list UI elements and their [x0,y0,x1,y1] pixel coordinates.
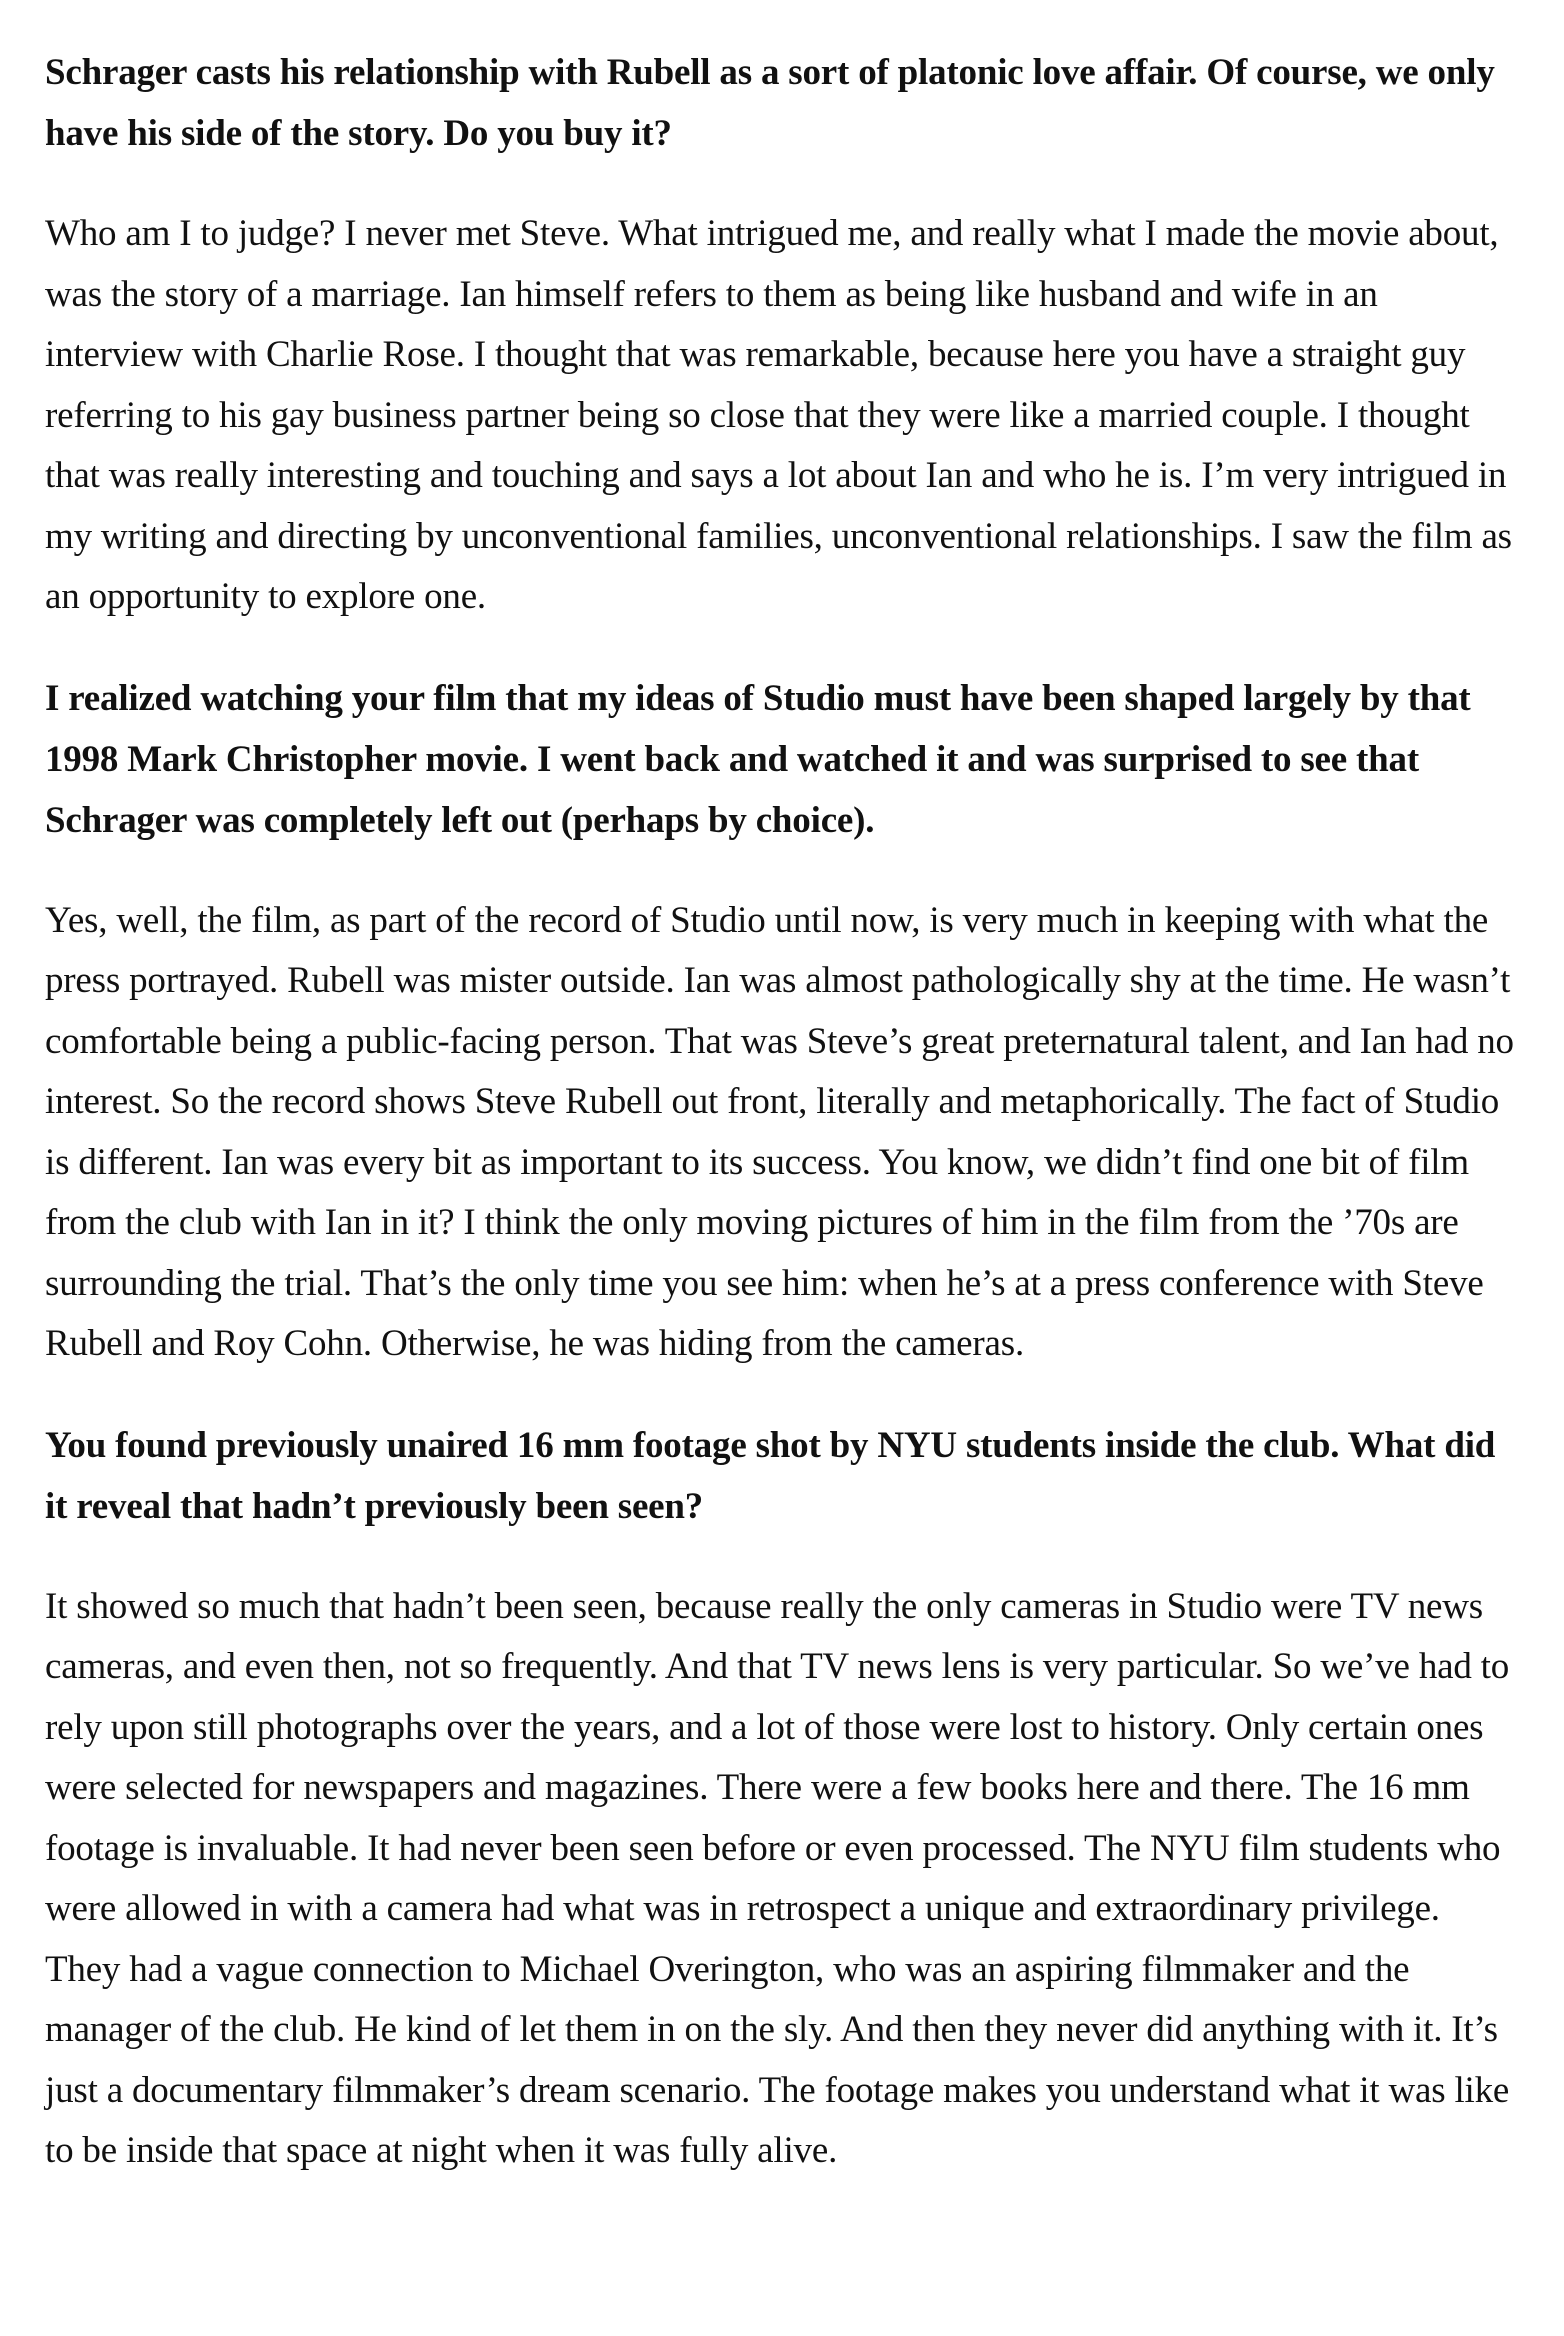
interview-answer: Who am I to judge? I never met Steve. What intrigued me, and really what I made the movie about, was the story of a marriage. Ian himself refers to them as being like husband and wife in an interview with Charlie Rose. I thought that was remarkable, because here you have a straight guy referring to his gay business partner being so close that they were like a married couple. I thought that was really interesting and touching and says a lot about Ian and who he is. I’m very intrigued in my writing and directing by unconventional families, unconventional relationships. I saw the film as an opportunity to explore one. [45,213,1512,617]
interview-answer: Yes, well, the film, as part of the record of Studio until now, is very much in keeping with what the press portrayed. Rubell was mister outside. Ian was almost pathologically shy at the time. He wasn’t comfortable being a public-facing person. That was Steve’s great preternatural talent, and Ian had no interest. So the record shows Steve Rubell out front, literally and metaphorically. The fact of Studio is different. Ian was every bit as important to its success. You know, we didn’t find one bit of film from the club with Ian in it? I think the only moving pictures of him in the film from the ’70s are surrounding the trial. That’s the only time you see him: when he’s at a press conference with Steve Rubell and Roy Cohn. Otherwise, he was hiding from the cameras. [45,899,1514,1364]
article-body [45,42,1515,2222]
interview-question: You found previously unaired 16 mm footage shot by NYU students inside the club. What did it reveal that hadn’t previously been seen? [45,1424,1496,1527]
interview-question: I realized watching your film that my ideas of Studio must have been shaped largely by that 1998 Mark Christopher movie. I went back and watched it and was surprised to see that Schrager was completely left out (perhaps by choice). [45,677,1471,841]
interview-question: Schrager casts his relationship with Rubell as a sort of platonic love affair. Of course, we only have his side of the story. Do you buy it? [45,52,1495,154]
interview-answer: It showed so much that hadn’t been seen, because really the only cameras in Studio were TV news cameras, and even then, not so frequently. And that TV news lens is very particular. So we’ve had to rely upon still photographs over the years, and a lot of those were lost to history. Only certain ones were selected for newspapers and magazines. There were a few books here and there. The 16 mm footage is invaluable. It had never been seen before or even processed. The NYU film students who were allowed in with a camera had what was in retrospect a unique and extraordinary privilege. They had a vague connection to Michael Overington, who was an aspiring filmmaker and the manager of the club. He kind of let them in on the sly. And then they never did anything with it. It’s just a documentary filmmaker’s dream scenario. The footage makes you understand what it was like to be inside that space at night when it was fully alive. [45,1585,1510,2171]
